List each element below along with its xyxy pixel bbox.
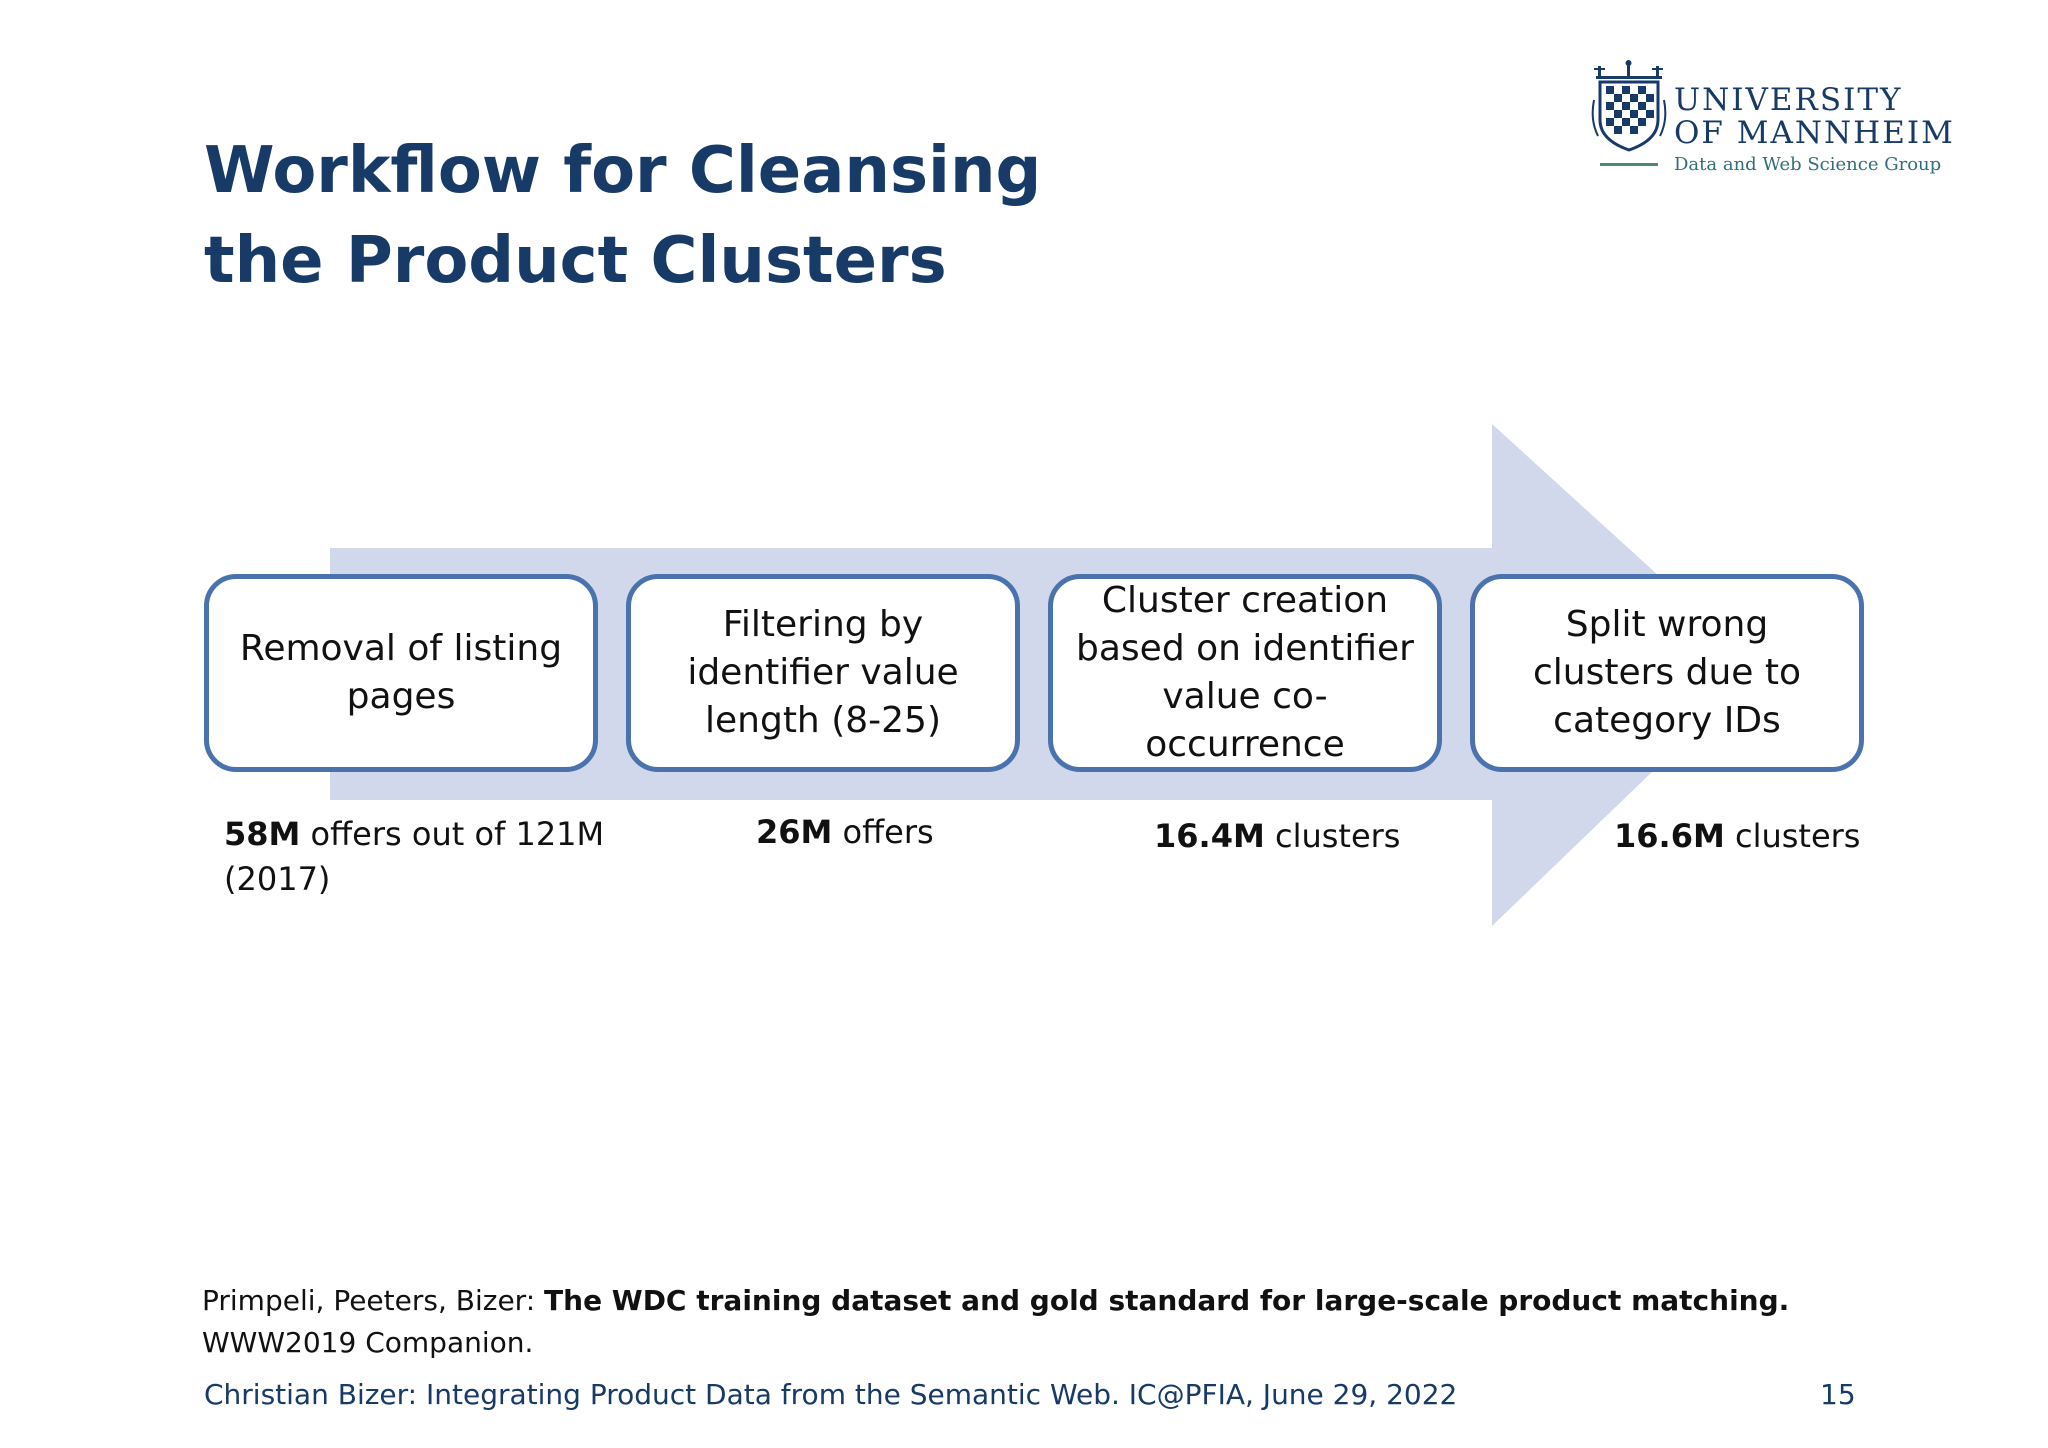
step-label: Filtering by identifier value length (8-25)	[687, 604, 959, 741]
page-number: 15	[1820, 1378, 1856, 1411]
reference-paper-title: The WDC training dataset and gold standard for large-scale product matching.	[544, 1284, 1790, 1317]
reference-authors: Primpeli, Peeters, Bizer:	[202, 1284, 545, 1317]
stat-text: clusters	[1264, 817, 1401, 855]
step-box-cluster-creation	[1048, 574, 1442, 772]
step-box-removal-listing-pages	[204, 574, 598, 772]
logo-group-text: Data and Web Science Group	[1674, 154, 1942, 175]
reference-venue: WWW2019 Companion.	[202, 1326, 534, 1359]
reference-citation	[202, 1280, 1789, 1364]
footer-text: Christian Bizer: Integrating Product Data from the Semantic Web. IC@PFIA, June 29, 2022	[204, 1378, 1458, 1411]
step-stat-filtering	[756, 810, 934, 855]
step-label: Split wrong clusters due to category IDs	[1532, 604, 1802, 741]
step-box-split-clusters	[1470, 574, 1864, 772]
stat-text: offers	[832, 813, 934, 851]
step-box-filtering-identifier	[626, 574, 1020, 772]
step-stat-split	[1614, 814, 1860, 859]
stat-text: clusters	[1724, 817, 1861, 855]
step-label: Cluster creation based on identifier value co-occurrence	[1076, 580, 1414, 765]
logo-mannheim-text: OF MANNHEIM	[1674, 115, 1955, 151]
logo-university-text: UNIVERSITY	[1674, 82, 1903, 118]
slide-title-line-1: Workflow for Cleansing	[204, 134, 1042, 208]
stat-text: offers out of 121M	[300, 815, 605, 853]
stat-value: 58M	[224, 815, 301, 853]
slide-title-line-2: the Product Clusters	[204, 224, 947, 298]
stat-text-line-2: (2017)	[224, 860, 331, 898]
step-stat-removal	[224, 812, 604, 902]
stat-value: 26M	[756, 813, 833, 851]
stat-value: 16.4M	[1154, 817, 1265, 855]
step-stat-cluster-creation	[1154, 814, 1400, 859]
stat-value: 16.6M	[1614, 817, 1725, 855]
step-label: Removal of listing pages	[239, 628, 563, 717]
